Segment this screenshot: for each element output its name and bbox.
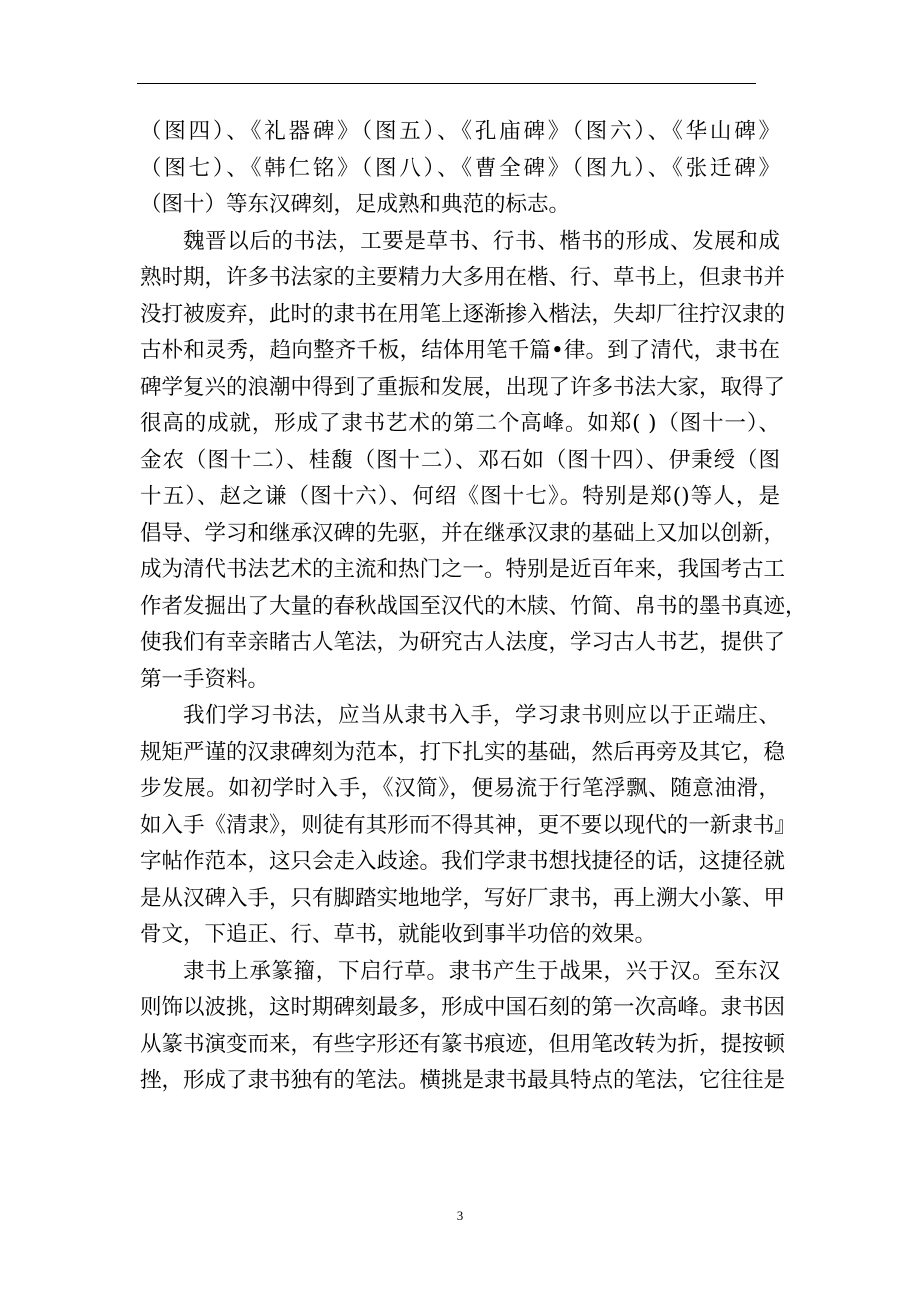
text-line: 字帖作范本，这只会走入歧途。我们学隶书想找捷径的话，这捷径就 xyxy=(140,849,786,874)
text-line: （图十）等东汉碑刻，足成熟和典范的标志。 xyxy=(140,192,571,217)
text-line: 骨文，下追正、行、草书，就能收到事半功倍的效果。 xyxy=(140,922,657,947)
text-line: 很高的成就，形成了隶书艺术的第二个高峰。如郑( )（图十一）、 xyxy=(140,411,780,436)
text-line: 魏晋以后的书法，工要是草书、行书、楷书的形成、发展和成 xyxy=(183,228,780,254)
text-line: 古朴和灵秀，趋向整齐千板，结体用笔千篇•律。到了清代，隶书在 xyxy=(140,338,780,363)
text-line: 熟时期，许多书法家的主要精力大多用在楷、行、草书上，但隶书并 xyxy=(140,265,786,290)
text-line: （图四）、《礼器碑》（图五）、《孔庙碑》（图六）、《华山碑》 xyxy=(140,119,780,144)
text-line: 则饰以波挑，这时期碑刻最多，形成中国石刻的第一次高峰。隶书因 xyxy=(140,995,786,1020)
paragraph-2 xyxy=(140,224,807,699)
text-line: 是从汉碑入手，只有脚踏实地地学，写好厂隶书，再上溯大小篆、甲 xyxy=(140,885,786,911)
text-line: 倡导、学习和继承汉碑的先驱，并在继承汉隶的基础上又加以创新， xyxy=(140,520,786,546)
text-line: （图七）、《韩仁铭》（图八）、《曹全碑》（图九）、《张迁碑》 xyxy=(140,155,780,181)
body-text xyxy=(140,114,807,1100)
text-line: 作者发掘出了大量的春秋战国至汉代的木牍、竹简、帛书的墨书真迹， xyxy=(140,593,807,619)
text-line: 使我们有幸亲睹古人笔法，为研究古人法度，学习古人书艺，提供了 xyxy=(140,630,786,655)
text-line: 规矩严谨的汉隶碑刻为范本，打下扎实的基础，然后再旁及其它，稳 xyxy=(140,739,786,765)
text-line: 十五）、赵之谦（图十六）、何绍《图十七》。特别是郑()等人，是 xyxy=(140,484,780,509)
text-line: 碑学复兴的浪潮中得到了重振和发展，出现了许多书法大家，取得了 xyxy=(140,374,786,400)
header-rule xyxy=(137,83,756,84)
text-line: 第一手资料。 xyxy=(140,666,270,692)
paragraph-3 xyxy=(140,698,796,954)
paragraph-4 xyxy=(140,954,786,1100)
text-line: 隶书上承篆籀，下启行草。隶书产生于战果，兴于汉。至东汉 xyxy=(183,958,780,984)
text-line: 成为清代书法艺术的主流和热门之一。特别是近百年来，我国考古工 xyxy=(140,557,786,582)
text-line: 我们学习书法，应当从隶书入手，学习隶书则应以于正端庄、 xyxy=(183,703,780,728)
text-line: 如入手《清隶》，则徒有其形而不得其神，更不要以现代的一新隶书』 xyxy=(140,812,796,838)
text-line: 挫，形成了隶书独有的笔法。横挑是隶书最具特点的笔法，它往往是 xyxy=(140,1068,786,1093)
paragraph-1 xyxy=(140,114,780,224)
text-line: 金农（图十二）、桂馥（图十二）、邓石如（图十四）、伊秉绶（图 xyxy=(140,447,780,473)
text-line: 步发展。如初学时入手，《汉简》，便易流于行笔浮飘、随意油滑， xyxy=(140,776,780,801)
text-line: 没打被废弃，此时的隶书在用笔上逐渐掺入楷法，失却厂往拧汉隶的 xyxy=(140,301,786,327)
page-number: 3 xyxy=(456,1208,464,1223)
text-line: 从篆书演变而来，有些字形还有篆书痕迹，但用笔改转为折，提按顿 xyxy=(140,1031,786,1057)
